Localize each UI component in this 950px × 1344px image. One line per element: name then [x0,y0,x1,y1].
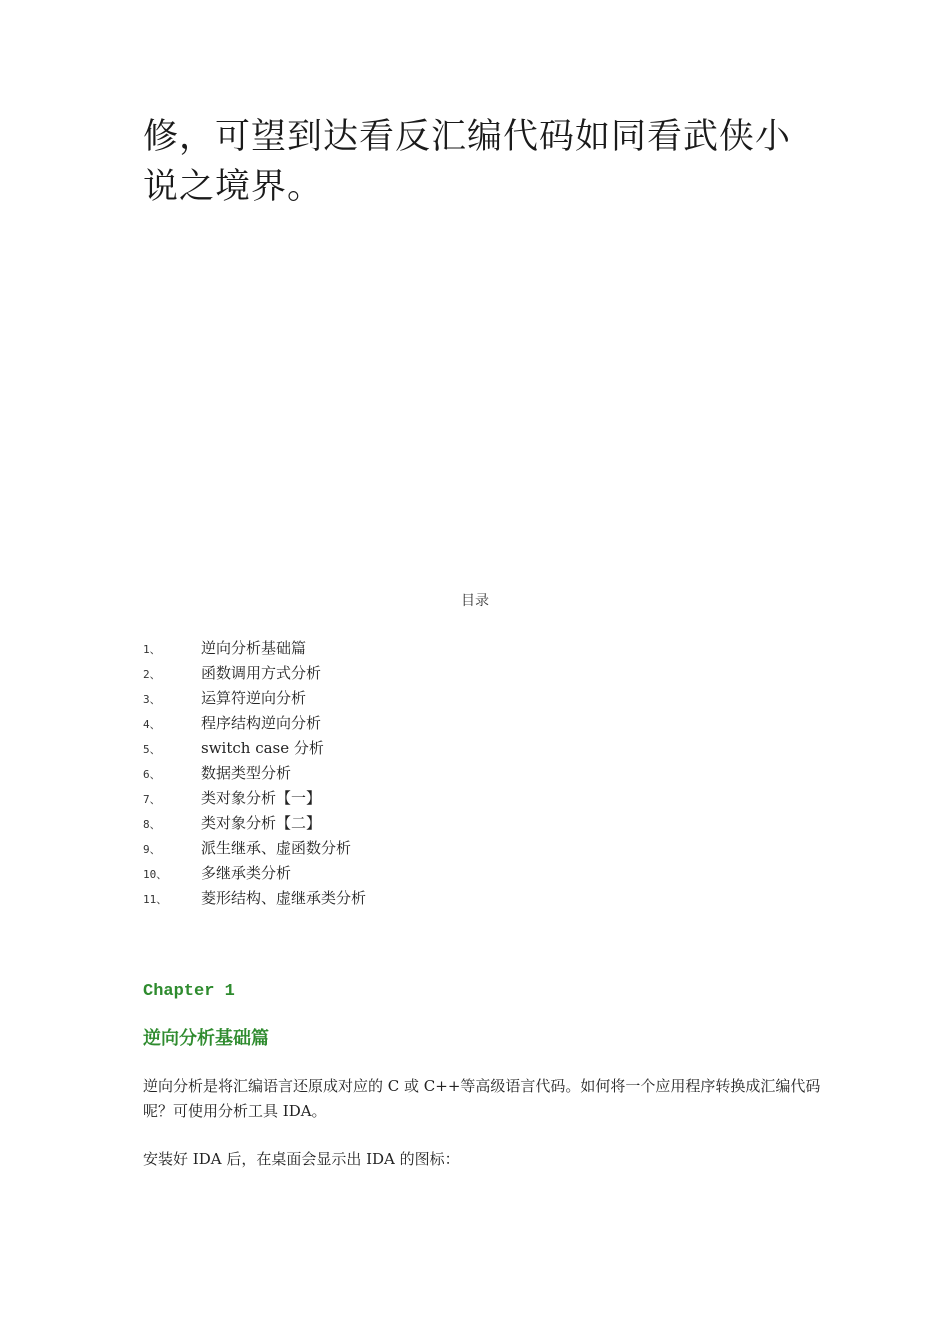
toc-item [143,636,743,661]
toc-item-number: 7、 [143,793,161,806]
toc-item-label: 运算符逆向分析 [201,689,307,707]
toc-item-label: 菱形结构、虚继承类分析 [201,889,367,907]
toc-item-number: 11、 [143,893,168,906]
toc-item-label: 逆向分析基础篇 [201,639,307,657]
toc-item-label: 类对象分析【一】 [201,789,322,807]
toc-item-number: 3、 [143,693,161,706]
toc-item-label: 函数调用方式分析 [201,664,322,682]
table-of-contents [143,636,743,911]
toc-item-label: 多继承类分析 [201,864,292,882]
toc-item-label: 程序结构逆向分析 [201,714,322,732]
toc-item-number: 6、 [143,768,161,781]
toc-item [143,786,743,811]
toc-item-label: switch case 分析 [201,739,324,757]
body-paragraph: 逆向分析是将汇编语言还原成对应的 C 或 C++等高级语言代码。如何将一个应用程序转换成汇编代码呢？可使用分析工具 IDA。 [143,1077,821,1120]
toc-heading: 目录 [461,593,489,609]
toc-item [143,711,743,736]
toc-item [143,836,743,861]
toc-item-number: 8、 [143,818,161,831]
toc-item-label: 类对象分析【二】 [201,814,322,832]
toc-item-label: 数据类型分析 [201,764,292,782]
intro-text: 修，可望到达看反汇编代码如同看武侠小说之境界。 [143,117,792,207]
toc-item [143,736,743,761]
toc-item-number: 10、 [143,868,168,881]
body-paragraph: 安装好 IDA 后，在桌面会显示出 IDA 的图标： [143,1150,460,1168]
section-title: 逆向分析基础篇 [143,1028,269,1049]
toc-item-number: 5、 [143,743,161,756]
toc-item [143,761,743,786]
toc-item [143,661,743,686]
toc-item-label: 派生继承、虚函数分析 [201,839,352,857]
toc-item [143,886,743,911]
toc-item-number: 4、 [143,718,161,731]
toc-item [143,811,743,836]
toc-item [143,861,743,886]
toc-item-number: 1、 [143,643,161,656]
toc-item-number: 9、 [143,843,161,856]
toc-item-number: 2、 [143,668,161,681]
chapter-label: Chapter 1 [143,982,235,1001]
toc-item [143,686,743,711]
